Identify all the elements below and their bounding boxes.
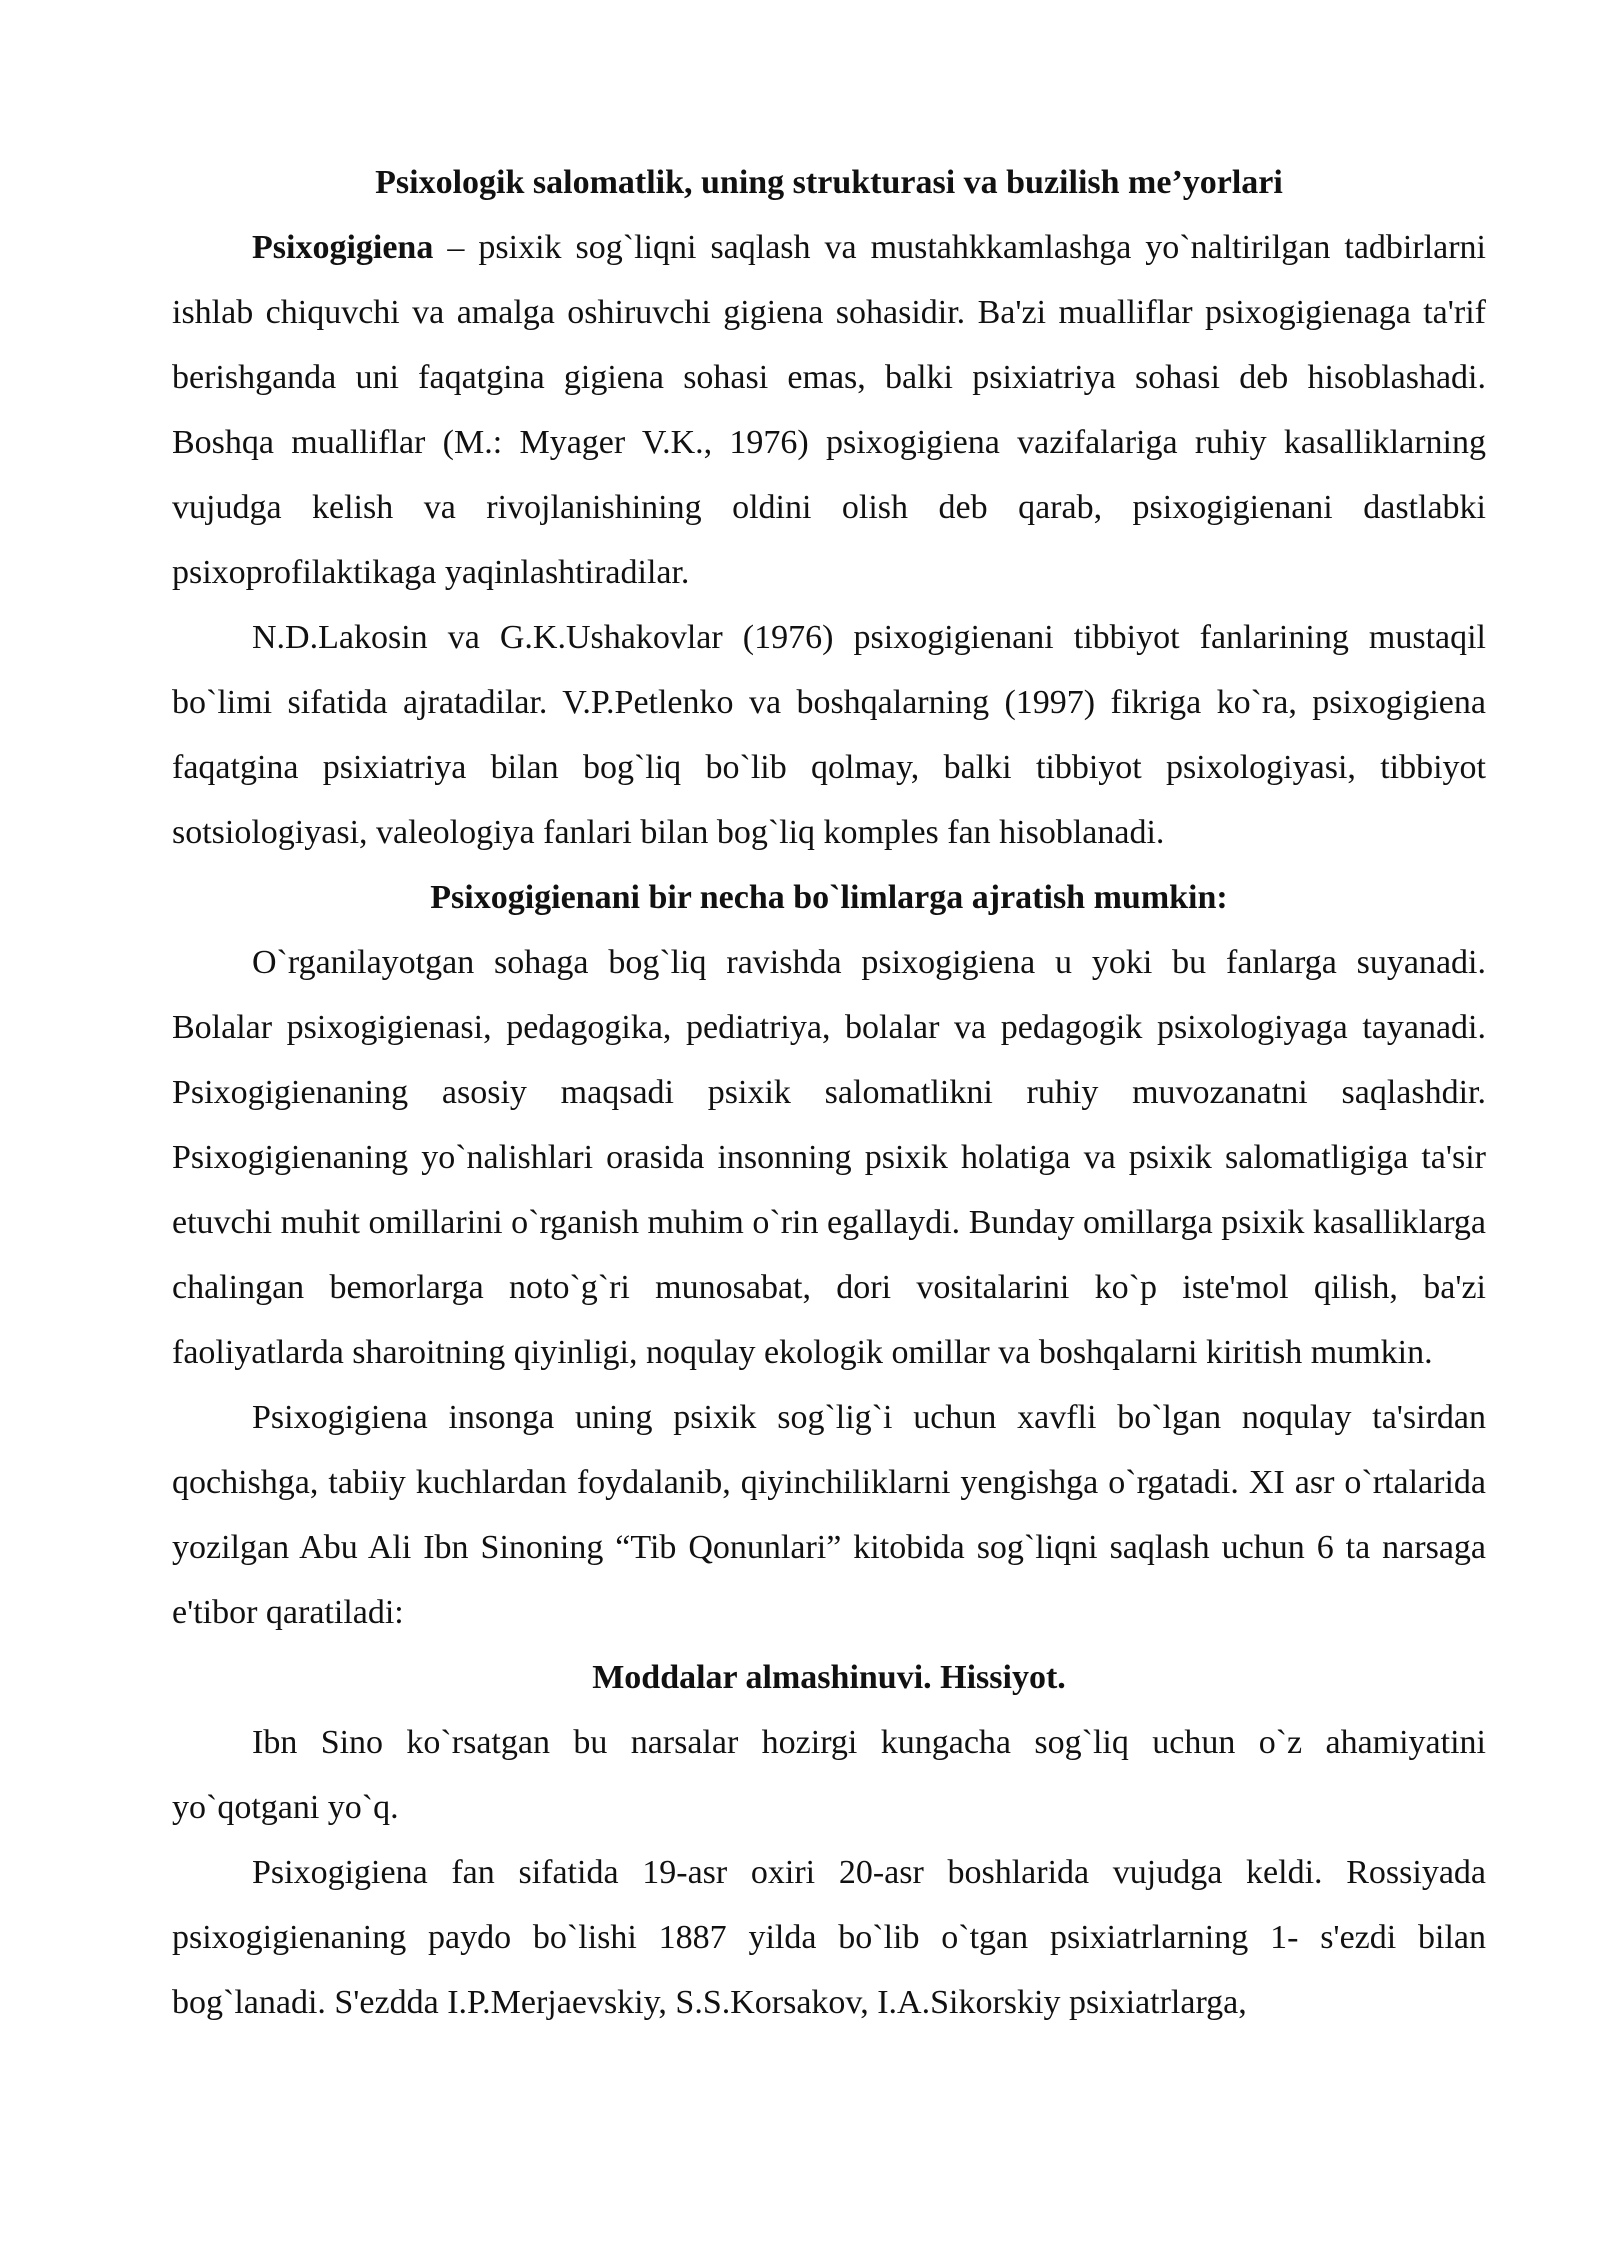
paragraph-history: Psixogigiena fan sifatida 19-asr oxiri 20-asr boshlarida vujudga keldi. Rossiyada psixogigienaning paydo bo`lishi 1887 yilda bo`lib o`tgan psixiatrlarning 1- s'ezdi bilan bog`lanadi. S'ezdda I.P.Merjaevskiy, S.S.Korsakov, I.A.Sikorskiy psixiatrlarga, xyxy=(172,1854,1486,2021)
paragraph-authors: N.D.Lakosin va G.K.Ushakovlar (1976) psixogigienani tibbiyot fanlarining mustaqil bo`limi sifatida ajratadilar. V.P.Petlenko va boshqalarning (1997) fikriga ko`ra, psixogigiena faqatgina psixiatriya bilan bog`liq bo`lib qolmay, balki tibbiyot psixologiyasi, tibbiyot sotsiologiyasi, valeologiya fanlari bilan bog`liq komples fan hisoblanadi. xyxy=(172,619,1486,851)
term-psixogigiena: Psixogigiena xyxy=(252,229,434,266)
paragraph-definition-text: – psixik sog`liqni saqlash va mustahkkamlashga yo`naltirilgan tadbirlarni ishlab chiquvchi va amalga oshiruvchi gigiena sohasidir. Ba'zi mualliflar psixogigienaga ta'rif berishganda uni faqatgina gigiena sohasi emas, balki psixiatriya sohasi deb hisoblashadi. Boshqa mualliflar (M.: Myager V.K., 1976) psixogigiena vazifalariga ruhiy kasalliklarning vujudga kelish va rivojlanishining oldini olish deb qarab, psixogigienani dastlabki psixoprofilaktikaga yaqinlashtiradilar. xyxy=(172,229,1486,591)
paragraph-fields: O`rganilayotgan sohaga bog`liq ravishda psixogigiena u yoki bu fanlarga suyanadi. Bolalar psixogigienasi, pedagogika, pediatriya, bolalar va pedagogik psixologiyaga tayanadi. Psixogigienaning asosiy maqsadi psixik salomatlikni ruhiy muvozanatni saqlashdir. Psixogigienaning yo`nalishlari orasida insonning psixik holatiga va psixik salomatligiga ta'sir etuvchi muhit omillarini o`rganish muhim o`rin egallaydi. Bunday omillarga psixik kasalliklarga chalingan bemorlarga noto`g`ri munosabat, dori vositalarini ko`p iste'mol qilish, ba'zi faoliyatlarda sharoitning qiyinligi, noqulay ekologik omillar va boshqalarni kiritish mumkin. xyxy=(172,944,1486,1371)
subheading-sections: Psixogigienani bir necha bo`limlarga ajratish mumkin: xyxy=(430,879,1228,916)
paragraph-ibn-sino: Psixogigiena insonga uning psixik sog`lig`i uchun xavfli bo`lgan noqulay ta'sirdan qochishga, tabiiy kuchlardan foydalanib, qiyinchiliklarni yengishga o`rgatadi. XI asr o`rtalarida yozilgan Abu Ali Ibn Sinoning “Tib Qonunlari” kitobida sog`liqni saqlash uchun 6 ta narsaga e'tibor qaratiladi: xyxy=(172,1399,1486,1631)
document-title: Psixologik salomatlik, uning strukturasi va buzilish me’yorlari xyxy=(375,164,1283,201)
paragraph-definition xyxy=(172,215,1486,605)
subheading-metabolism: Moddalar almashinuvi. Hissiyot. xyxy=(592,1659,1066,1696)
paragraph-relevance: Ibn Sino ko`rsatgan bu narsalar hozirgi kungacha sog`liq uchun o`z ahamiyatini yo`qotgani yo`q. xyxy=(172,1724,1486,1826)
